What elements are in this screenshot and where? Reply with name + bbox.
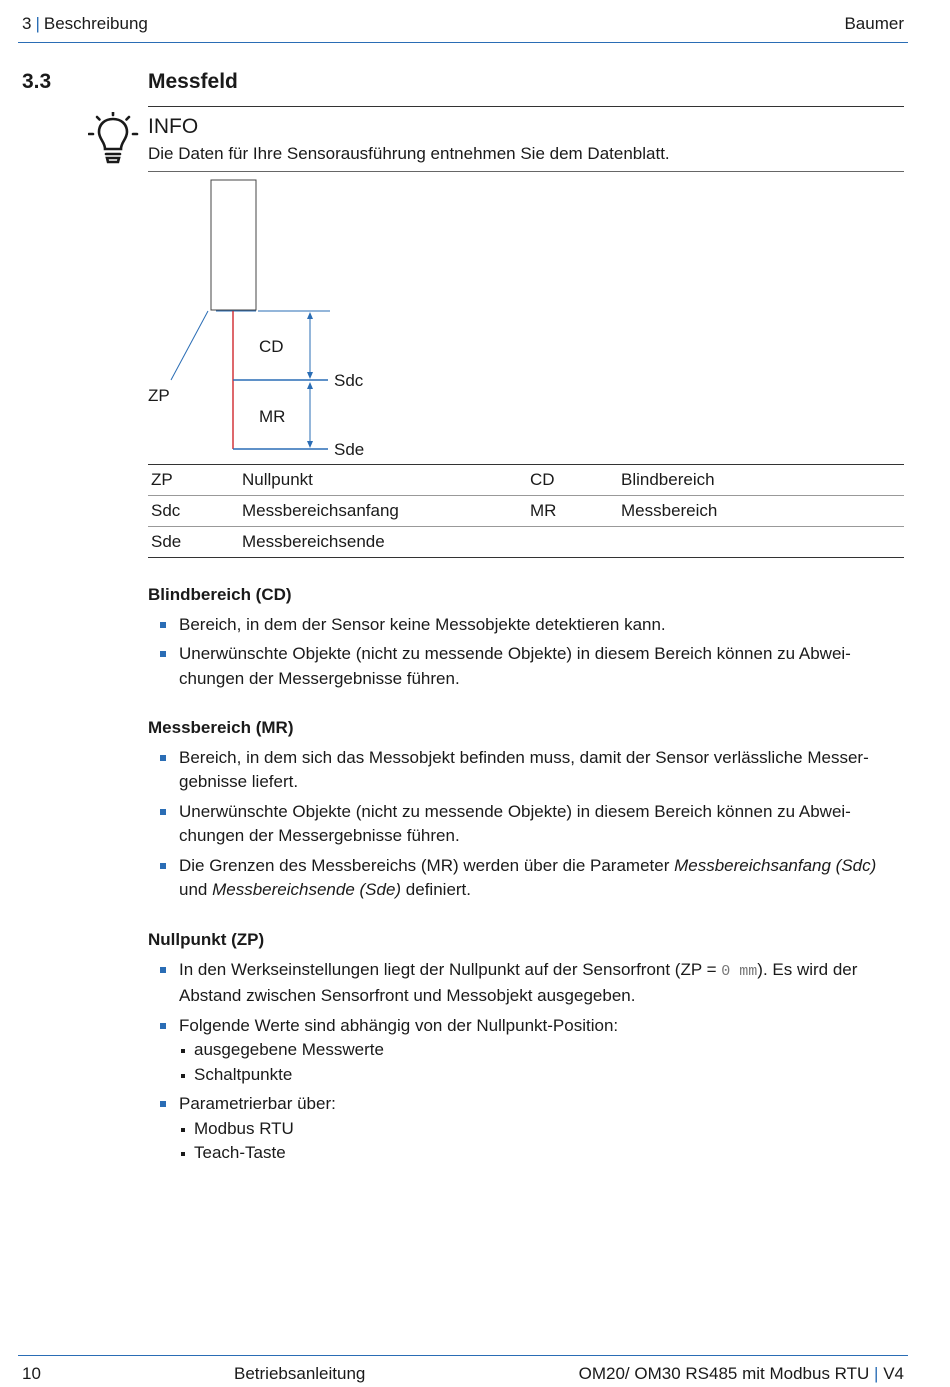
product-name: OM20/ OM30 RS485 mit Modbus RTU [578,1364,870,1383]
list-item [148,854,904,903]
param-sdc: Messbereichsanfang (Sdc) [674,855,877,875]
table-cell: Messbereichsende [239,527,527,558]
arrow-down-icon [307,372,313,379]
footer-divider [18,1355,908,1356]
table-cell: Nullpunkt [239,465,527,496]
subheading-nullpunkt: Nullpunkt (ZP) [148,930,265,949]
list-item: Unerwünschte Objekte (nicht zu messende Objekte) in diesem Bereich können zu Abwei-chungen der Messergebnisse führen. [148,800,904,849]
version: V4 [883,1364,904,1383]
text-run: Die Grenzen des Messbereichs (MR) werden über die Parameter [179,855,675,875]
info-text: Die Daten für Ihre Sensorausführung entnehmen Sie dem Datenblatt. [148,144,670,163]
sub-list-item: Schaltpunkte [179,1063,904,1088]
table-cell: ZP [148,465,239,496]
table-cell: Sde [148,527,239,558]
table-cell: Blindbereich [618,465,904,496]
list-item: Bereich, in dem der Sensor keine Messobjekte detektieren kann. [148,613,904,638]
nullpunkt-section [148,928,904,1171]
header-chapter [22,14,148,34]
table-cell: Sdc [148,496,239,527]
text-run: Parametrierbar über: [179,1094,336,1113]
table-cell: CD [527,465,618,496]
footer-doc-type: Betriebsanleitung [234,1364,366,1383]
section-rule [148,106,904,107]
arrow-up-icon [307,312,313,319]
messbereich-section [148,716,904,908]
param-sde: Messbereichsende (Sde) [212,880,402,899]
header-separator: | [35,14,40,33]
sensor-body [211,180,256,310]
label-zp: ZP [148,386,170,405]
text-run: und [179,880,213,899]
arrow-up-icon [307,382,313,389]
lightbulb-icon [88,112,140,164]
footer-separator: | [874,1364,879,1383]
table-cell: Messbereich [618,496,904,527]
header-divider [18,42,908,43]
footer-product [579,1364,904,1384]
info-title: INFO [148,115,199,138]
table-row [148,496,904,527]
text-run: In den Werkseinstellungen liegt der Nullpunkt auf der Sensorfront (ZP = [179,959,722,979]
label-sde: Sde [334,440,365,459]
subheading-messbereich: Messbereich (MR) [148,718,294,737]
label-cd: CD [259,337,284,356]
sub-list-item: Teach-Taste [179,1141,904,1166]
table-cell [618,527,904,558]
code-value: 0 mm [721,962,758,980]
list-item [148,958,904,1009]
label-mr: MR [259,407,286,426]
list-item: Bereich, in dem sich das Messobjekt befinden muss, damit der Sensor verlässliche Messer-gebnisse liefert. [148,746,904,795]
table-cell [527,527,618,558]
arrow-down-icon [307,441,313,448]
table-cell: Messbereichsanfang [239,496,527,527]
table-row [148,527,904,558]
legend-table [148,464,904,558]
header-brand: Baumer [844,14,904,33]
table-cell: MR [527,496,618,527]
section-title: Messfeld [148,70,238,93]
chapter-number: 3 [22,14,32,33]
list-item [148,1014,904,1088]
text-run: Folgende Werte sind abhängig von der Nullpunkt-Position: [179,1015,619,1035]
text-run: ). Es wird der Abstand zwischen Sensorfront und Messobjekt ausgegeben. [179,959,858,1005]
subheading-blindbereich: Blindbereich (CD) [148,585,292,604]
zp-leader-line [171,311,208,380]
sub-list-item: Modbus RTU [179,1117,904,1142]
list-item [148,1092,904,1166]
list-item: Unerwünschte Objekte (nicht zu messende Objekte) in diesem Bereich können zu Abwei-chungen der Messergebnisse führen. [148,642,904,691]
section-number: 3.3 [22,70,52,93]
text-run: definiert. [401,880,472,899]
info-rule [148,171,904,172]
sub-list-item: ausgegebene Messwerte [179,1038,904,1063]
table-row [148,465,904,496]
chapter-title: Beschreibung [43,14,148,33]
page-number: 10 [22,1364,41,1383]
blindbereich-section [148,583,904,696]
label-sdc: Sdc [334,371,364,390]
